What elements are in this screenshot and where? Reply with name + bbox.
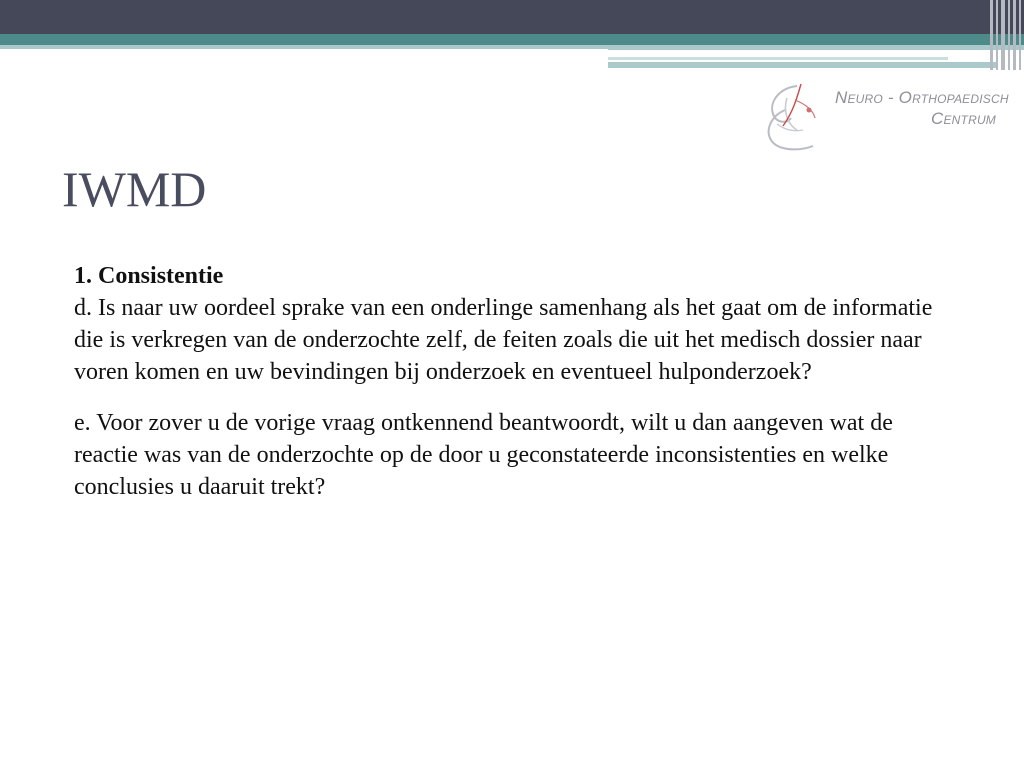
- header-band-right-4: [608, 62, 998, 68]
- question-e: e. Voor zover u de vorige vraag ontkennend beantwoordt, wilt u dan aangeven wat de reactie was van de onderzochte op de door u geconstateerde inconsistenties en welke conclusies u daaruit trekt?: [74, 410, 893, 500]
- section-heading: 1. Consistentie: [74, 263, 224, 289]
- logo: [757, 80, 1007, 160]
- header-band-teal: [0, 34, 1024, 45]
- header-band-right-2: [608, 50, 998, 57]
- header-band-dark: [0, 0, 1024, 34]
- header-band-light: [0, 45, 608, 49]
- slide-body: [74, 260, 954, 503]
- logo-text-line2: Centrum: [931, 109, 997, 128]
- header-vertical-stripes: [990, 0, 1024, 70]
- header-band-right-3: [608, 57, 948, 60]
- slide-title: IWMD: [62, 161, 207, 217]
- question-d: d. Is naar uw oordeel sprake van een onderlinge samenhang als het gaat om de informatie die is verkregen van de onderzochte zelf, de feiten zoals die uit het medisch dossier naar voren komen en uw bevindingen bij onderzoek en eventueel hulponderzoek?: [74, 295, 933, 385]
- logo-mark-icon: [757, 80, 837, 160]
- logo-text-line1: Neuro - Orthopaedisch: [835, 88, 1009, 107]
